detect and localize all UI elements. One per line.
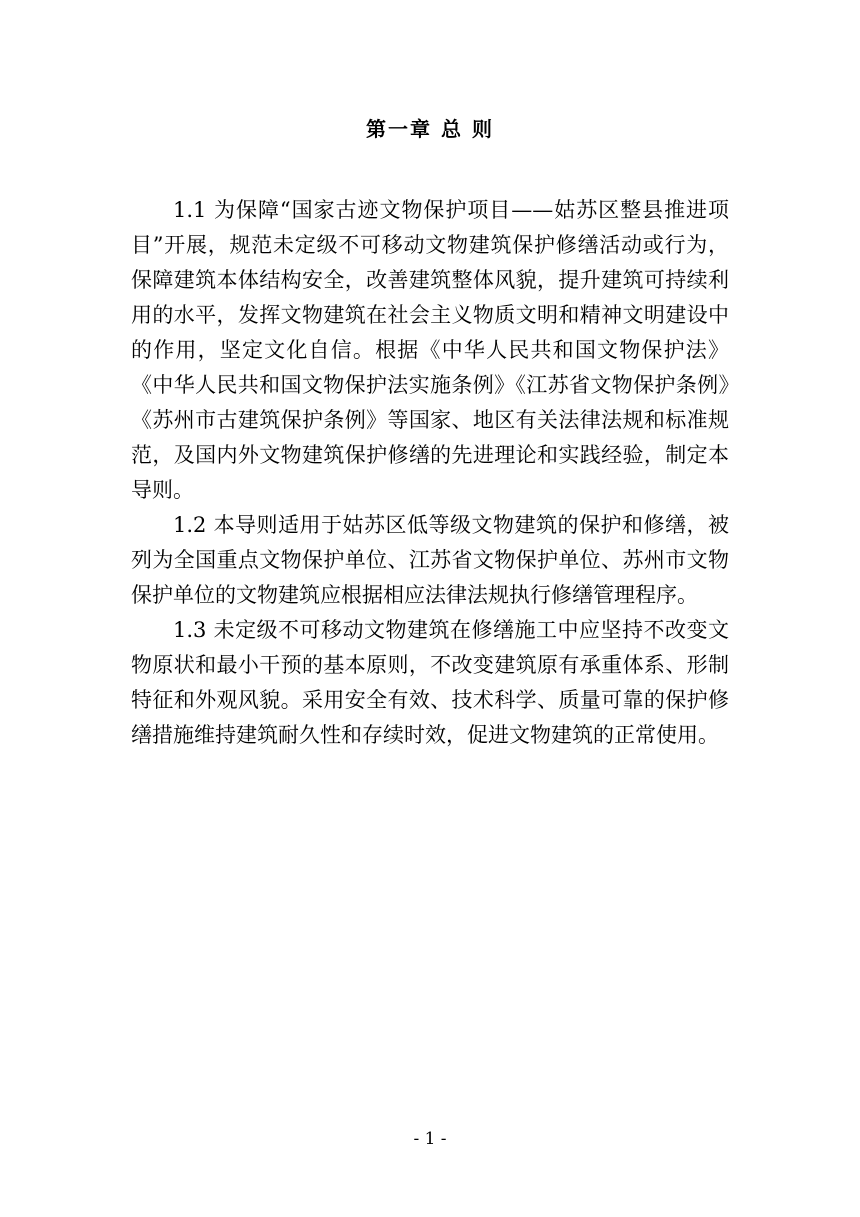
paragraph-1-2: 1.2 本导则适用于姑苏区低等级文物建筑的保护和修缮，被列为全国重点文物保护单位、江苏省文物保护单位、苏州市文物保护单位的文物建筑应根据相应法律法规执行修缮管理程序。 (131, 513, 729, 607)
paragraph-1-1: 1.1 为保障“国家古迹文物保护项目——姑苏区整县推进项目”开展，规范未定级不可移动文物建筑保护修缮活动或行为，保障建筑本体结构安全，改善建筑整体风貌，提升建筑可持续利用的水平，发挥文物建筑在社会主义物质文明和精神文明建设中的作用，坚定文化自信。根据《中华人民共和国文物保护法》《中华人民共和国文物保护法实施条例》《江苏省文物保护条例》《苏州市古建筑保护条例》等国家、地区有关法律法规和标准规范，及国内外文物建筑保护修缮的先进理论和实践经验，制定本导则。 (131, 198, 729, 502)
paragraph-1-3: 1.3 未定级不可移动文物建筑在修缮施工中应坚持不改变文物原状和最小干预的基本原则，不改变建筑原有承重体系、形制特征和外观风貌。采用安全有效、技术科学、质量可靠的保护修缮措施维持建筑耐久性和存续时效，促进文物建筑的正常使用。 (131, 618, 729, 747)
page-number: - 1 - (413, 1129, 447, 1149)
chapter-title: 第一章 总 则 (366, 117, 494, 141)
body-text (131, 193, 729, 753)
